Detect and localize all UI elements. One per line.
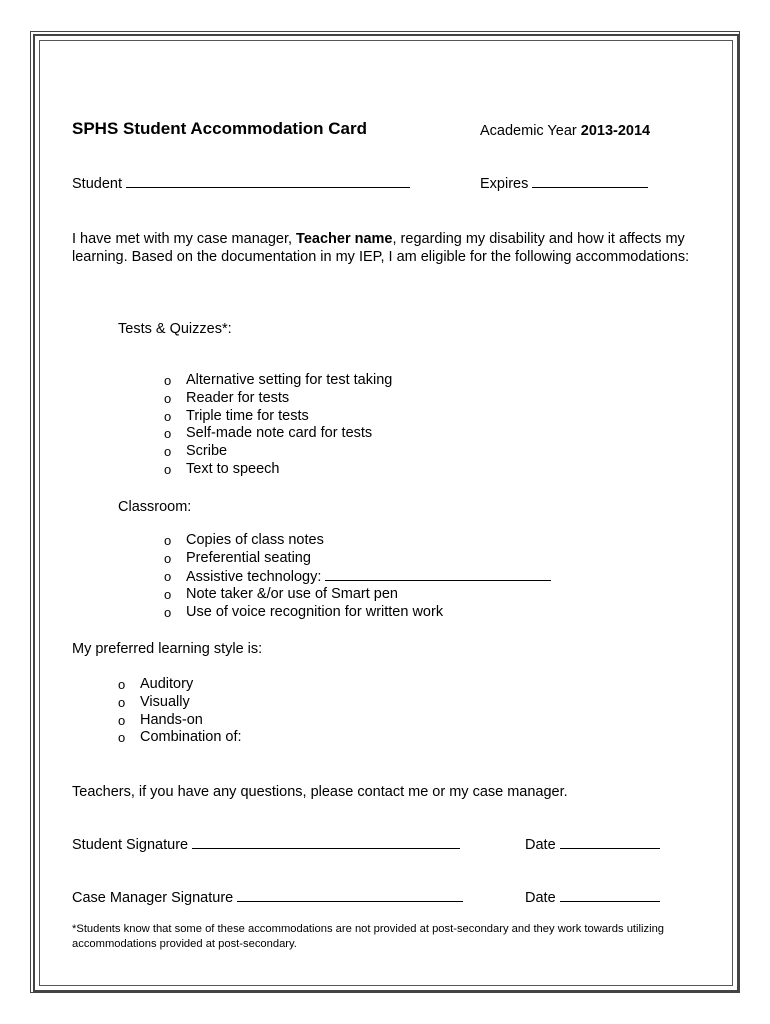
contact-line: Teachers, if you have any questions, please contact me or my case manager. (72, 784, 568, 800)
bullet: o (164, 461, 172, 477)
date-label: Date (525, 890, 556, 906)
list-item: o Preferential seating (164, 549, 311, 566)
bullet: o (164, 533, 172, 548)
intro-after: , regarding my disability and how it affects my learning. Based on the documentation in my IEP, I am eligible for the following accommodations: (72, 231, 690, 265)
student-field (72, 175, 410, 193)
date-label: Date (525, 837, 556, 853)
list-item: o Note taker &/or use of Smart pen (164, 586, 398, 603)
student-signature-label: Student Signature (72, 837, 189, 853)
list-item: o Scribe (164, 443, 228, 460)
student-line[interactable] (126, 175, 410, 188)
list-item: o Copies of class notes (164, 532, 324, 548)
bullet: o (164, 605, 172, 621)
classroom-heading: Classroom: (118, 499, 192, 515)
bullet: o (118, 677, 126, 692)
bullet: o (164, 426, 172, 442)
bullet: o (118, 730, 126, 746)
academic-year (480, 122, 650, 140)
bullet: o (164, 444, 172, 460)
student-signature-line[interactable] (192, 836, 460, 849)
learning-heading: My preferred learning style is: (72, 641, 263, 657)
footnote: *Students know that some of these accommodations are not provided at post-secondary and they work towards utilizing accommodations provided at post-secondary. (72, 923, 665, 950)
list-item: o Combination of: (118, 729, 242, 746)
bullet: o (164, 550, 172, 566)
manager-date-line[interactable] (560, 889, 660, 902)
tests-heading: Tests & Quizzes*: (118, 321, 232, 337)
bullet: o (164, 587, 172, 603)
intro-before: I have met with my case manager, (72, 231, 293, 247)
tests-list (164, 372, 392, 479)
list-item: o Assistive technology: (164, 568, 551, 587)
list-item: o Hands-on (118, 711, 203, 728)
manager-signature-field (72, 889, 463, 907)
teacher-name: Teacher name (296, 231, 393, 247)
bullet: o (164, 373, 172, 388)
academic-year-value: 2013-2014 (580, 123, 651, 139)
manager-signature-line[interactable] (237, 889, 463, 902)
list-item: o Use of voice recognition for written work (164, 604, 444, 621)
academic-year-label: Academic Year (480, 123, 577, 139)
card-title: SPHS Student Accommodation Card (72, 119, 368, 138)
list-item: o Reader for tests (164, 389, 290, 406)
bullet: o (164, 408, 172, 424)
manager-signature-label: Case Manager Signature (72, 890, 234, 906)
list-item: o Triple time for tests (164, 407, 309, 424)
expires-line[interactable] (532, 175, 648, 188)
bullet: o (118, 712, 126, 728)
list-item: o Self-made note card for tests (164, 425, 373, 442)
expires-label: Expires (480, 176, 529, 192)
bullet: o (164, 390, 172, 406)
intro-paragraph (72, 230, 702, 266)
student-signature-field (72, 836, 460, 854)
expires-field (480, 175, 648, 193)
list-item: o Alternative setting for test taking (164, 372, 393, 388)
bullet: o (118, 694, 126, 710)
bullet: o (164, 568, 172, 584)
assistive-technology-line[interactable] (325, 568, 551, 581)
student-date-line[interactable] (560, 836, 660, 849)
list-item: o Visually (118, 693, 190, 710)
learning-list (118, 676, 242, 747)
student-label: Student (72, 176, 122, 192)
student-date-field (525, 836, 660, 854)
manager-date-field (525, 889, 660, 907)
classroom-list (164, 532, 551, 622)
list-item: o Text to speech (164, 460, 280, 477)
list-item: o Auditory (118, 676, 194, 692)
